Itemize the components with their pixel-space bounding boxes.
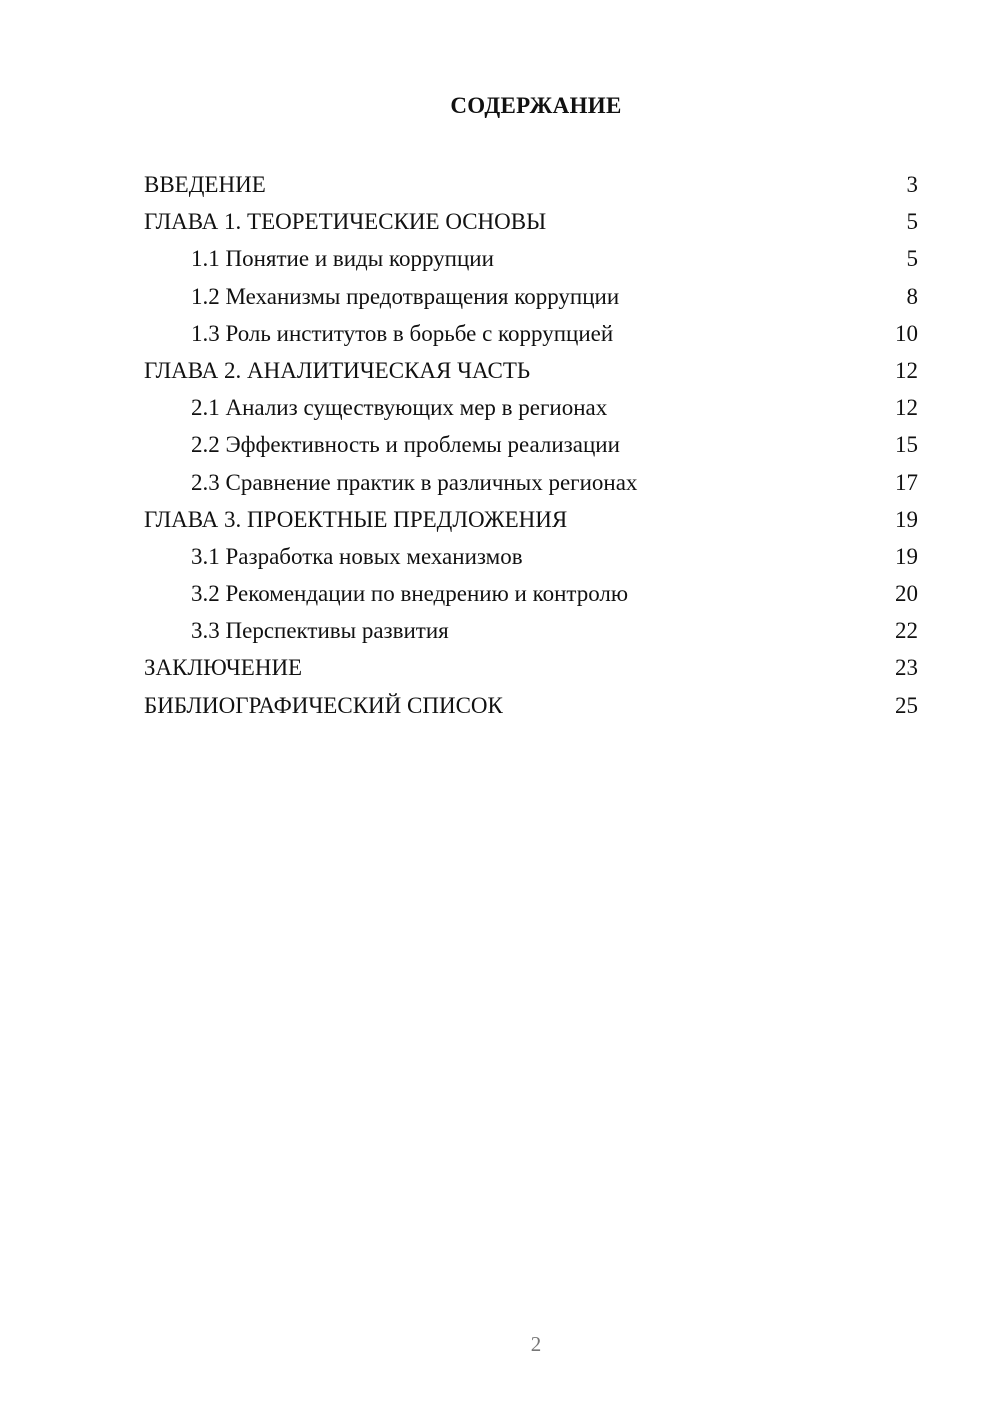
toc-entry-page: 12 xyxy=(895,357,918,383)
toc-entry-label: 3.3 Перспективы развития xyxy=(191,618,449,644)
toc-entry-chapter-3 xyxy=(144,501,918,538)
toc-entry-conclusion xyxy=(144,649,918,686)
toc-entry-label: ВВЕДЕНИЕ xyxy=(144,172,266,197)
toc-entry-bibliography xyxy=(144,687,918,724)
toc-entry-label: 1.3 Роль институтов в борьбе с коррупцией xyxy=(191,320,614,346)
toc-entry-section-3-3 xyxy=(144,612,918,649)
toc-entry-label: 1.1 Понятие и виды коррупции xyxy=(191,246,494,272)
toc-entry-label: 2.2 Эффективность и проблемы реализации xyxy=(191,432,620,458)
toc-entry-label: ГЛАВА 3. ПРОЕКТНЫЕ ПРЕДЛОЖЕНИЯ xyxy=(144,506,568,532)
toc-entry-section-3-2 xyxy=(144,575,918,612)
toc-entry-page: 3 xyxy=(906,172,918,197)
toc-entry-page: 15 xyxy=(895,432,918,458)
toc-entry-label: БИБЛИОГРАФИЧЕСКИЙ СПИСОК xyxy=(144,692,503,718)
toc-entry-label: ЗАКЛЮЧЕНИЕ xyxy=(144,655,303,681)
toc-entry-page: 17 xyxy=(895,469,918,495)
toc-entry-page: 19 xyxy=(895,543,918,569)
toc-entry-section-1-3 xyxy=(144,315,918,352)
toc-entry-chapter-1 xyxy=(144,203,918,240)
toc-entry-page: 8 xyxy=(906,283,918,309)
toc-entry-section-2-2 xyxy=(144,426,918,463)
toc-entry-section-3-1 xyxy=(144,538,918,575)
toc-entry-label: ГЛАВА 2. АНАЛИТИЧЕСКАЯ ЧАСТЬ xyxy=(144,357,531,383)
toc-entry-page: 12 xyxy=(895,395,918,421)
toc-entry-label: 3.2 Рекомендации по внедрению и контролю xyxy=(191,581,629,607)
toc-entry-page: 5 xyxy=(906,246,918,272)
toc-entry-page: 5 xyxy=(906,209,918,235)
toc-entry-label: 1.2 Механизмы предотвращения коррупции xyxy=(191,283,620,309)
page-number: 2 xyxy=(530,1332,542,1356)
toc-entry-page: 19 xyxy=(895,506,918,532)
toc-entry-section-1-2 xyxy=(144,278,918,315)
toc-entry-page: 23 xyxy=(895,655,918,681)
toc-entry-introduction xyxy=(144,166,918,203)
toc-entry-section-1-1 xyxy=(144,240,918,277)
toc-entry-label: 2.1 Анализ существующих мер в регионах xyxy=(191,395,608,421)
toc-entry-page: 20 xyxy=(895,581,918,607)
toc-entry-section-2-1 xyxy=(144,389,918,426)
toc-entry-chapter-2 xyxy=(144,352,918,389)
table-of-contents xyxy=(144,166,918,724)
toc-entry-page: 22 xyxy=(895,618,918,644)
toc-entry-label: 2.3 Сравнение практик в различных регионах xyxy=(191,469,638,495)
toc-entry-page: 25 xyxy=(895,692,918,718)
toc-entry-label: ГЛАВА 1. ТЕОРЕТИЧЕСКИЕ ОСНОВЫ xyxy=(144,209,547,235)
toc-title: СОДЕРЖАНИЕ xyxy=(450,93,622,118)
toc-entry-page: 10 xyxy=(895,320,918,346)
toc-entry-section-2-3 xyxy=(144,464,918,501)
toc-entry-label: 3.1 Разработка новых механизмов xyxy=(191,543,523,569)
